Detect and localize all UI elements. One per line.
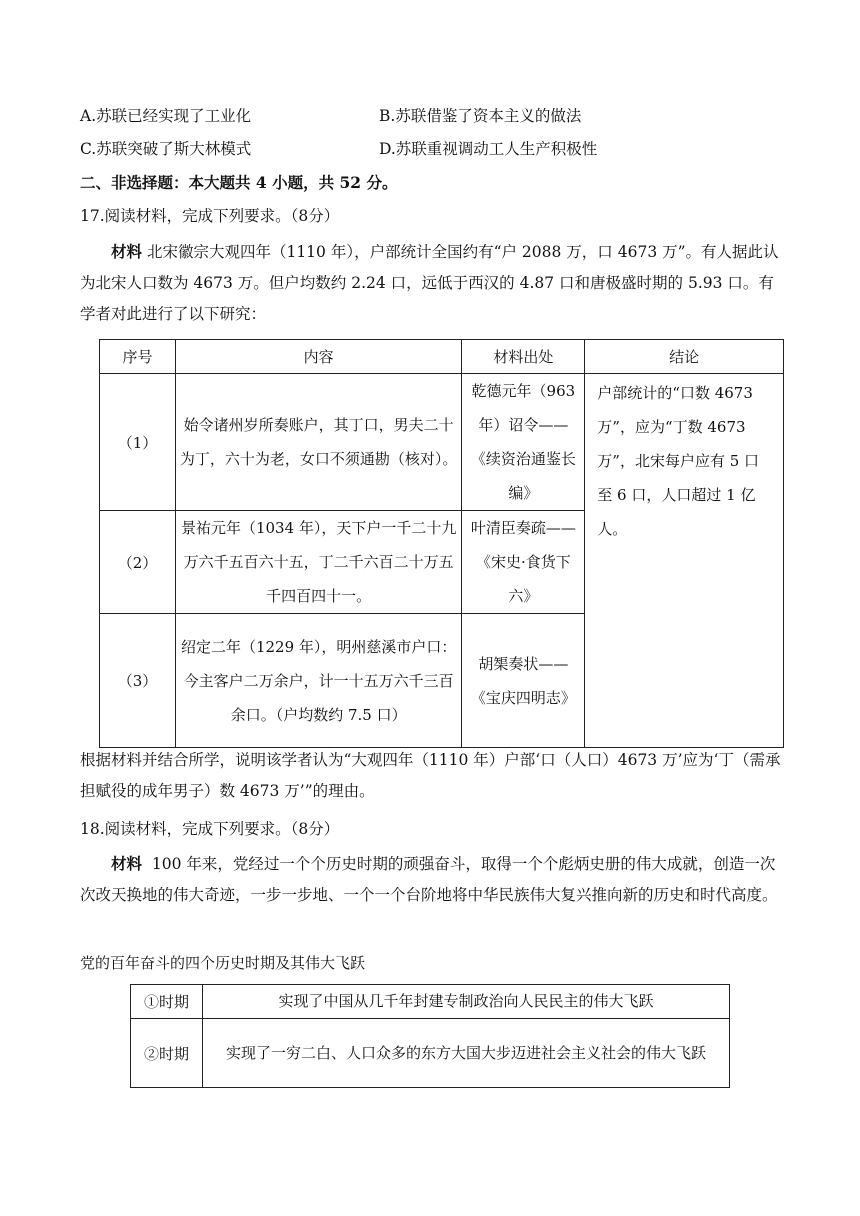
row-content	[175, 614, 462, 748]
row-num: （2）	[100, 511, 176, 614]
header-conclusion: 结论	[585, 340, 784, 374]
q18-material-label: 材料	[111, 854, 143, 873]
row-source	[462, 374, 585, 511]
period-cell: ②时期	[131, 1019, 203, 1088]
header-source: 材料出处	[462, 340, 585, 374]
leap-text: 实现了中国从几千年封建专制政治向人民民主的伟大飞跃	[278, 992, 654, 1010]
row-source	[462, 614, 585, 748]
q17-material	[80, 236, 786, 330]
q17-material-label: 材料	[111, 242, 143, 261]
option-a: A.苏联已经实现了工业化	[80, 107, 252, 125]
row-source-text: 叶清臣奏疏——《宋史·食货下六》	[470, 519, 576, 605]
row-source	[462, 511, 585, 614]
row-content	[175, 511, 462, 614]
leap-cell	[202, 985, 729, 1019]
table-row	[131, 1019, 730, 1088]
table-row	[131, 985, 730, 1019]
q18-table-caption: 党的百年奋斗的四个历史时期及其伟大飞跃	[80, 954, 366, 972]
q17-title: 17.阅读材料，完成下列要求。（8分）	[80, 207, 340, 225]
table-row	[100, 374, 784, 511]
leap-text: 实现了一穷二白、人口众多的东方大国大步迈进社会主义社会的伟大飞跃	[225, 1043, 706, 1062]
q18-material	[80, 848, 780, 911]
row-content-text: 景祐元年（1034 年），天下户一千二十九万六千五百六十五，丁二千六百二十万五千四百四十一。	[180, 519, 457, 605]
q18-material-text: 100 年来，党经过一个个历史时期的顽强奋斗，取得一个个彪炳史册的伟大成就，创造一次次改天换地的伟大奇迹，一步一步地、一个一个台阶地将中华民族伟大复兴推向新的历史和时代高度。	[80, 855, 778, 904]
option-c: C.苏联突破了斯大林模式	[80, 140, 252, 158]
option-b: B.苏联借鉴了资本主义的做法	[379, 107, 582, 125]
q17-research-table	[99, 339, 784, 748]
row-content-text: 绍定二年（1229 年），明州慈溪市户口：今主客户二万余户，计一十五万六千三百余口。（户均数约 7.5 口）	[180, 637, 457, 724]
row-num: （3）	[100, 614, 176, 748]
q18-title: 18.阅读材料，完成下列要求。（8分）	[80, 820, 340, 838]
q18-periods-table	[130, 984, 730, 1088]
row-content	[175, 374, 462, 511]
option-d: D.苏联重视调动工人生产积极性	[379, 140, 598, 158]
header-content: 内容	[175, 340, 462, 374]
row-content-text: 始令诸州岁所奏账户，其丁口，男夫二十为丁，六十为老，女口不须通勘（核对）。	[179, 416, 458, 468]
conclusion-cell	[585, 374, 784, 748]
q17-material-text: 北宋徽宗大观四年（1110 年），户部统计全国约有“户 2088 万，口 4673 万”。有人据此认为北宋人口数为 4673 万。但户均数约 2.24 口，远低于西汉的 4.87 口和唐极盛时期的 5.93 口。有学者对此进行了以下研究：	[80, 243, 779, 323]
leap-cell	[202, 1019, 729, 1088]
table-header-row	[100, 340, 784, 374]
header-num: 序号	[100, 340, 176, 374]
conclusion-text: 户部统计的“口数 4673 万”，应为“丁数 4673 万”，北宋每户应有 5 口至 6 口，人口超过 1 亿人。	[597, 384, 760, 538]
row-source-text: 乾德元年（963 年）诏令——《续资治通鉴长编》	[470, 382, 576, 502]
period-cell: ①时期	[131, 985, 203, 1019]
row-source-text: 胡榘奏状——《宝庆四明志》	[470, 654, 576, 707]
row-num: （1）	[100, 374, 176, 511]
q17-question: 根据材料并结合所学，说明该学者认为“大观四年（1110 年）户部‘口（人口）4673 万’应为‘丁（需承担赋役的成年男子）数 4673 万’”的理由。	[80, 751, 781, 800]
section-heading: 二、非选择题：本大题共 4 小题，共 52 分。	[80, 173, 398, 192]
